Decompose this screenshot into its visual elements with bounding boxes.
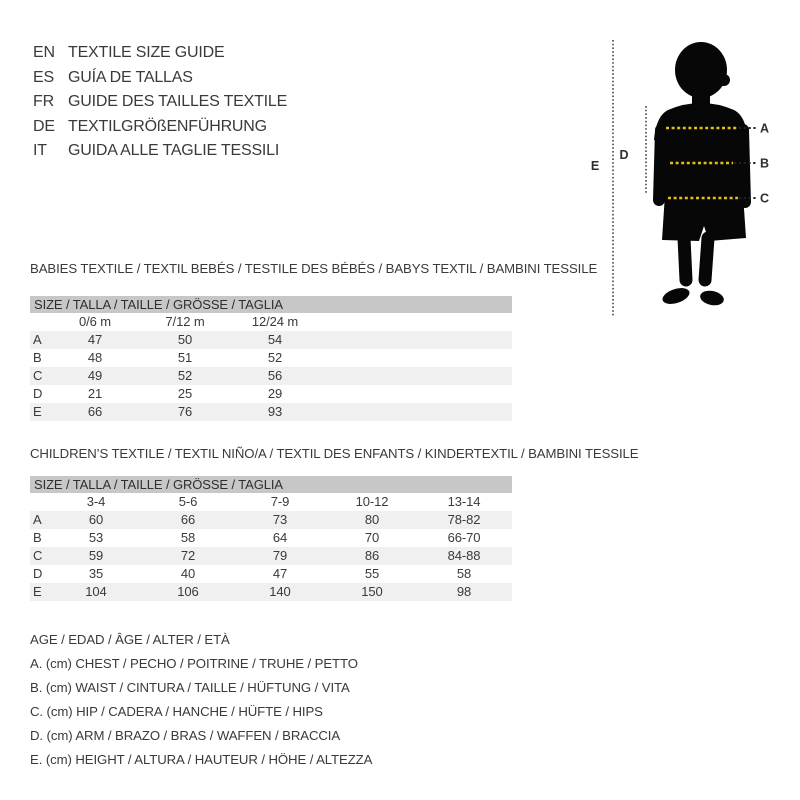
label-e: E [590,159,600,173]
children-size-header-bar: SIZE / TALLA / TAILLE / GRÖSSE / TAGLIA [30,476,512,493]
measurement-legend [30,628,372,772]
table-row: C 59 72 79 86 84-88 [30,547,512,565]
lang-code-es: ES [33,68,54,86]
lang-code-de: DE [33,117,55,135]
babies-size-header-bar: SIZE / TALLA / TAILLE / GRÖSSE / TAGLIA [30,296,512,313]
lang-title-it: GUIDA ALLE TAGLIE TESSILI [68,142,280,159]
label-a: A [760,121,770,136]
legend-height: E. (cm) HEIGHT / ALTURA / HAUTEUR / HÖHE / ALTEZZA [30,752,373,767]
legend-hip: C. (cm) HIP / CADERA / HANCHE / HÜFTE / HIPS [30,704,323,719]
children-section-heading: CHILDREN’S TEXTILE / TEXTIL NIÑO/A / TEXTIL DES ENFANTS / KINDERTEXTIL / BAMBINI TESSILE [30,446,639,461]
lang-code-en: EN [33,44,55,61]
children-col-0: 3-4 [86,494,106,509]
table-row: A 47 50 54 [30,331,512,349]
children-col-2: 7-9 [270,494,290,509]
table-row: E 104 106 140 150 98 [30,583,512,601]
legend-arm: D. (cm) ARM / BRAZO / BRAS / WAFFEN / BRACCIA [30,728,341,743]
lang-title-de: TEXTILGRÖßENFÜHRUNG [68,117,267,135]
label-b: B [760,156,770,171]
table-row: B 53 58 64 70 66-70 [33,530,481,545]
children-col-3: 10-12 [355,494,389,509]
babies-section-heading: BABIES TEXTILE / TEXTIL BEBÉS / TESTILE DES BÉBÉS / BABYS TEXTIL / BAMBINI TESSILE [30,261,598,276]
label-c: C [760,191,770,206]
table-row: E 66 76 93 [30,403,512,421]
lang-row-en [33,41,287,66]
lang-title-fr: GUIDE DES TAILLES TEXTILE [68,93,288,110]
table-row: D 35 40 47 55 58 [33,566,472,581]
lang-code-it: IT [33,142,47,159]
table-row: C 49 52 56 [30,367,512,385]
lang-title-es: GUÍA DE TALLAS [68,68,193,86]
lang-row-de [33,115,287,140]
lang-row-it [33,139,287,164]
label-d: D [619,148,629,162]
lang-title-en: TEXTILE SIZE GUIDE [68,44,225,61]
babies-size-table [30,296,512,421]
children-column-header-row [30,493,512,511]
babies-col-0: 0/6 m [78,314,111,329]
children-col-1: 5-6 [178,494,198,509]
measurement-figure [583,28,800,320]
table-row: B 48 51 52 [33,350,283,365]
legend-chest: A. (cm) CHEST / PECHO / POITRINE / TRUHE / PETTO [30,656,358,671]
child-silhouette [654,42,748,307]
lang-row-fr [33,90,287,115]
babies-col-2: 12/24 m [251,314,299,329]
babies-column-header-row [30,313,512,331]
legend-waist: B. (cm) WAIST / CINTURA / TAILLE / HÜFTUNG / VITA [30,680,350,695]
language-title-list [33,41,287,164]
table-row: D 21 25 29 [33,386,283,401]
child-silhouette-diagram [583,28,800,320]
babies-col-1: 7/12 m [165,314,205,329]
legend-age: AGE / EDAD / ÂGE / ALTER / ETÀ [30,632,230,647]
lang-row-es [33,66,287,91]
table-row: A 60 66 73 80 78-82 [30,511,512,529]
children-size-table [30,476,512,601]
children-col-4: 13-14 [447,494,481,509]
lang-code-fr: FR [33,93,54,110]
